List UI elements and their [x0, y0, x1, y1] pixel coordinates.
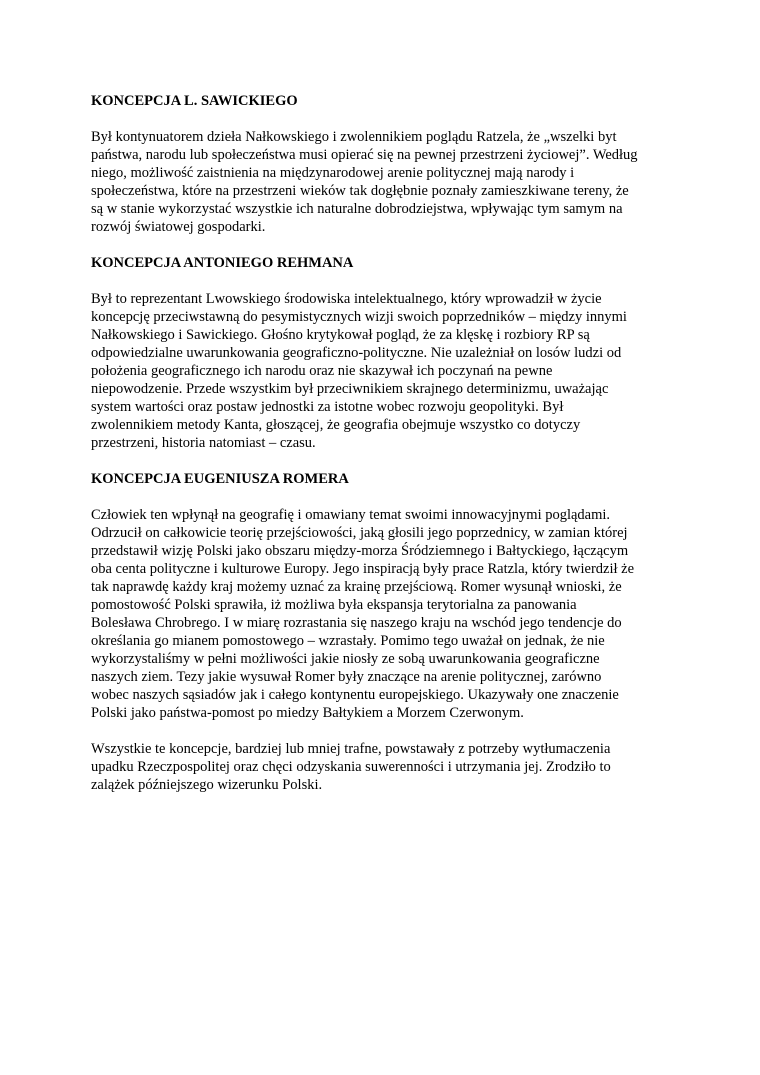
section-paragraph-rehman — [91, 290, 671, 452]
paragraph-line: zalążek późniejszego wizerunku Polski. — [91, 777, 323, 793]
paragraph-line: system wartości oraz postaw jednostki za istotne wobec rozwoju geopolityki. Był — [91, 399, 564, 415]
paragraph-line: naszych ziem. Tezy jakie wysuwał Romer były znaczące na arenie politycznej, zarówno — [91, 669, 602, 685]
paragraph-line: wykorzystaliśmy w pełni możliwości jakie niosły ze sobą uwarunkowania geograficzne — [91, 651, 600, 667]
section-paragraph-sawicki — [91, 128, 671, 236]
paragraph-line: Odrzucił on całkowicie teorię przejściowości, jaką głosili jego poprzednicy, w zamian której — [91, 525, 628, 541]
section-paragraph-romer — [91, 506, 671, 722]
paragraph-line: społeczeństwa, które na przestrzeni wieków tak dogłębnie poznały zamieszkiwane tereny, że — [91, 183, 629, 199]
paragraph-line: koncepcję przeciwstawną do pesymistycznych wizji swoich poprzedników – między innymi — [91, 309, 627, 325]
paragraph-line: Wszystkie te koncepcje, bardziej lub mniej trafne, powstawały z potrzeby wytłumaczenia — [91, 741, 611, 757]
paragraph-line: niego, możliwość zaistnienia na międzynarodowej arenie politycznej mają narody i — [91, 165, 575, 181]
paragraph-line: określania go mianem pomostowego – wzrastały. Pomimo tego uważał on jednak, że nie — [91, 633, 605, 649]
paragraph-line: wobec naszych sąsiadów jak i całego kontynentu europejskiego. Ukazywały one znaczenie — [91, 687, 619, 703]
section-heading-romer: KONCEPCJA EUGENIUSZA ROMERA — [91, 471, 349, 487]
paragraph-line: Był to reprezentant Lwowskiego środowiska intelektualnego, który wprowadził w życie — [91, 291, 602, 307]
paragraph-line: Polski jako państwa-pomost po miedzy Bałtykiem a Morzem Czerwonym. — [91, 705, 524, 721]
paragraph-line: pomostowość Polski sprawiła, iż możliwa była ekspansja terytorialna za panowania — [91, 597, 577, 613]
paragraph-line: przestrzeni, historia natomiast – czasu. — [91, 435, 316, 451]
paragraph-line: Bolesława Chrobrego. I w miarę rozrastania się naszego kraju na wschód jego tendencje do — [91, 615, 622, 631]
conclusion-paragraph — [91, 740, 671, 794]
paragraph-line: rozwój światowej gospodarki. — [91, 219, 266, 235]
paragraph-line: zwolennikiem metody Kanta, głoszącej, że geografia obejmuje wszystko co dotyczy — [91, 417, 581, 433]
paragraph-line: oba centa polityczne i kulturowe Europy. Jego inspiracją były prace Ratzla, który twierdził że — [91, 561, 635, 577]
section-heading-sawicki: KONCEPCJA L. SAWICKIEGO — [91, 93, 298, 109]
paragraph-line: Człowiek ten wpłynął na geografię i omawiany temat swoimi innowacyjnymi poglądami. — [91, 507, 611, 523]
paragraph-line: niepowodzenie. Przede wszystkim był przeciwnikiem skrajnego determinizmu, uważając — [91, 381, 609, 397]
paragraph-line: przedstawił wizję Polski jako obszaru między-morza Śródziemnego i Bałtyckiego, łączącym — [91, 543, 629, 559]
paragraph-line: Był kontynuatorem dzieła Nałkowskiego i zwolennikiem poglądu Ratzela, że „wszelki byt — [91, 129, 617, 145]
paragraph-line: upadku Rzeczpospolitej oraz chęci odzyskania suwerenności i utrzymania jej. Zrodziło to — [91, 759, 611, 775]
paragraph-line: położenia geograficznego ich narodu oraz nie skazywał ich poczynań na pewne — [91, 363, 553, 379]
paragraph-line: Nałkowskiego i Sawickiego. Głośno krytykował pogląd, że za klęskę i rozbiory RP są — [91, 327, 590, 343]
paragraph-line: odpowiedzialne uwarunkowania geograficzno-polityczne. Nie uzależniał on losów ludzi od — [91, 345, 622, 361]
paragraph-line: państwa, narodu lub społeczeństwa musi opierać się na pewnej przestrzeni życiowej”. Według — [91, 147, 638, 163]
document-body — [91, 92, 671, 794]
paragraph-line: są w stanie wykorzystać wszystkie ich naturalne dobrodziejstwa, wpływając tym samym na — [91, 201, 623, 217]
section-heading-rehman: KONCEPCJA ANTONIEGO REHMANA — [91, 255, 354, 271]
paragraph-line: tak naprawdę każdy kraj możemy uznać za krainę przejściową. Romer wysunął wnioski, że — [91, 579, 622, 595]
